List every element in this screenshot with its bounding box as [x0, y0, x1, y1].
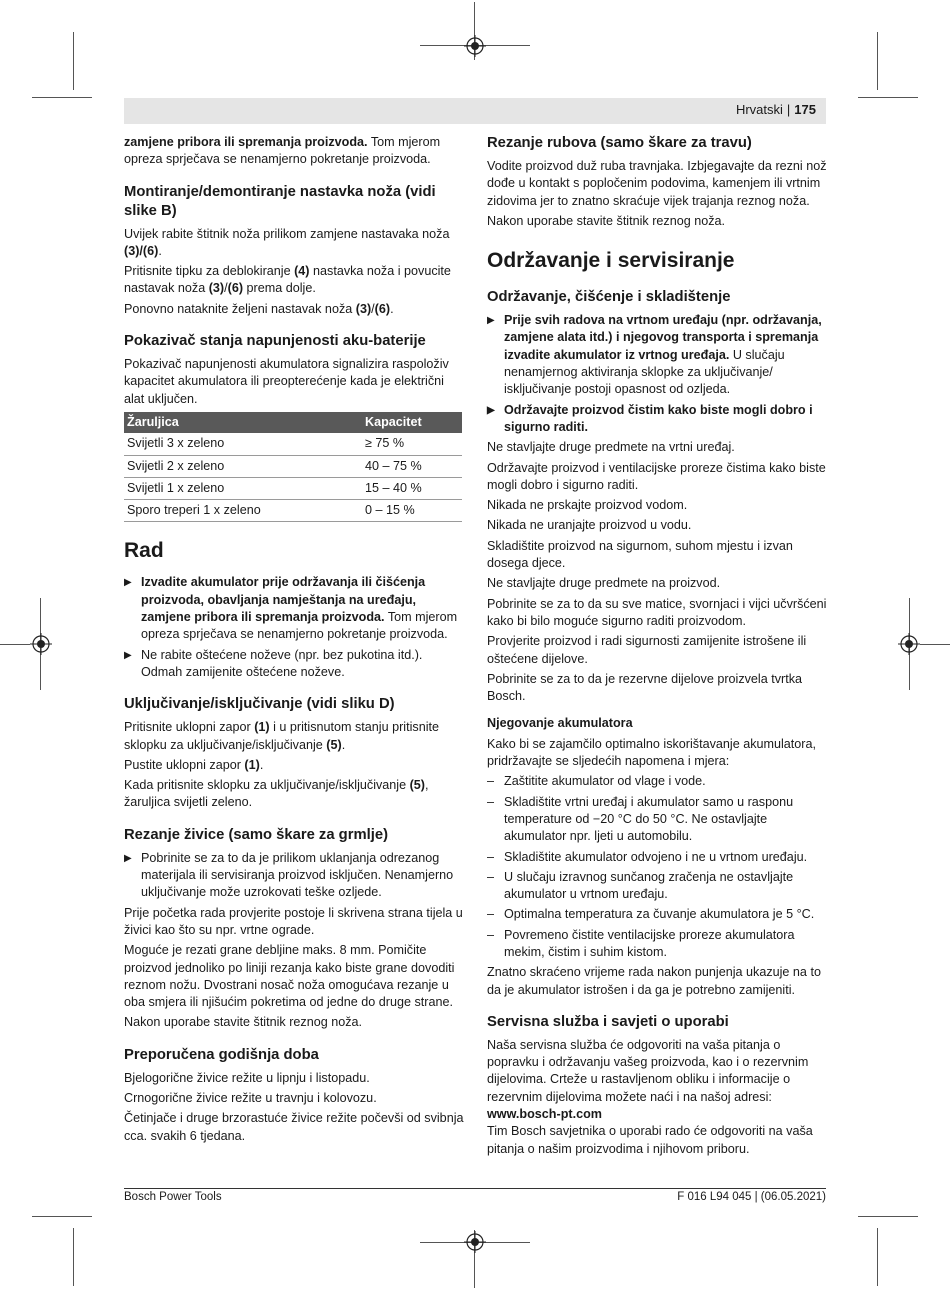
battery-care-item: – Skladištite akumulator odvojeno i ne u vrtnom uređaju.	[487, 849, 827, 866]
clean-bullet-2: ▶ Održavajte proizvod čistim kako biste mogli dobro i sigurno raditi.	[487, 402, 827, 437]
table-row	[124, 477, 462, 499]
clean-para: Nikada ne prskajte proizvod vodom.	[487, 498, 688, 513]
clean-para: Održavajte proizvod i ventilacijske proreze čistima kako biste mogli dobro i sigurno raditi.	[487, 460, 826, 492]
clean-para: Pobrinite se za to da su sve matice, svornjaci i vijci učvršćeni kako bi bilo moguće sigurno raditi proizvodom.	[487, 596, 827, 628]
battery-care-intro: Kako bi se zajamčilo optimalno iskorištavanje akumulatora, pridržavajte se sljedećih napomena i mjera:	[487, 736, 816, 769]
table-cell-lamp: Svijetli 3 x zeleno	[124, 433, 362, 455]
mount-p1: Uvijek rabite štitnik noža prilikom zamjene nastavaka noža (3)/(6).	[124, 226, 450, 258]
onoff-p1: Pritisnite uklopni zapor (1) i u pritisnutom stanju pritisnite sklopku za uključivanje/isključivanje (5).	[124, 720, 439, 752]
clean-para: Skladištite proizvod na sigurnom, suhom mjestu i izvan dosega djece.	[487, 538, 793, 571]
battery-care-item: – Povremeno čistite ventilacijske proreze akumulatora mekim, čistim i suhim kistom.	[487, 927, 827, 962]
table-cell-capacity: ≥ 75 %	[362, 433, 462, 455]
season-p1: Bjelogorične živice režite u lipnju i listopadu.	[124, 1070, 370, 1085]
edges-p1: Vodite proizvod duž ruba travnjaka. Izbjegavajte da rezni nož dođe u kontakt s popločenim podovima, kamenjem ili vrtnim zidovima jer to znatno skraćuje vijek trajanja reznog noža.	[487, 159, 827, 208]
footer-doc-id: F 016 L94 045 | (06.05.2021)	[677, 1191, 826, 1203]
battery-text: Pokazivač napunjenosti akumulatora signalizira raspoloživ kapacitet akumulatora ili preopterećenje kada je električni alat uključen.	[124, 357, 449, 406]
rad-bullet-1: ▶ Izvadite akumulator prije održavanja ili čišćenja proizvoda, obavljanja namještanja na uređaju, zamjene pribora ili spremanja proizvoda. Tom mjerom opreza sprječava se nenamjerno pokretanje proizvoda.	[124, 574, 464, 643]
intro-bold: zamjene pribora ili spremanja proizvoda.	[124, 135, 368, 149]
battery-table	[124, 412, 462, 522]
crop-mark	[858, 1216, 918, 1217]
service-heading: Servisna služba i savjeti o uporabi	[487, 1013, 729, 1030]
battery-care-item: – Zaštitite akumulator od vlage i vode.	[487, 773, 827, 790]
table-row	[124, 433, 462, 455]
season-p2: Crnogorične živice režite u travnju i kolovozu.	[124, 1090, 377, 1105]
season-p3: Četinjače i druge brzorastuće živice režite počevši od svibnja cca. svakih 6 tjedana.	[124, 1111, 464, 1143]
crop-mark	[0, 644, 30, 645]
table-header-capacity: Kapacitet	[362, 412, 462, 433]
battery-care-heading: Njegovanje akumulatora	[487, 716, 633, 731]
clean-para: Provjerite proizvod i radi sigurnosti zamijenite istrošene ili oštećene dijelove.	[487, 634, 807, 666]
footer-divider	[124, 1188, 826, 1189]
intro-rest: Tom mjerom opreza sprječava se nenamjerno pokretanje proizvoda.	[124, 135, 441, 167]
hedge-bullet: ▶ Pobrinite se za to da je prilikom uklanjanja odrezanog materijala ili servisiranja proizvod isključen. Nenamjerno uključivanje može uzrokovati teške ozljede.	[124, 850, 464, 902]
header-separator: |	[786, 102, 791, 117]
battery-care-item: – Optimalna temperatura za čuvanje akumulatora je 5 °C.	[487, 906, 827, 923]
header-text	[736, 102, 826, 117]
header-language: Hrvatski	[735, 102, 783, 117]
hedge-p3: Nakon uporabe stavite štitnik reznog noža.	[124, 1015, 363, 1030]
onoff-p3: Kada pritisnite sklopku za uključivanje/isključivanje (5), žaruljica svijetli zeleno.	[124, 778, 429, 810]
registration-mark-icon	[464, 35, 486, 57]
battery-heading: Pokazivač stanja napunjenosti aku-baterije	[124, 333, 426, 350]
crop-mark	[32, 1216, 92, 1217]
maintenance-heading: Održavanje i servisiranje	[487, 249, 735, 273]
table-cell-capacity: 15 – 40 %	[362, 477, 462, 499]
registration-mark-icon	[898, 633, 920, 655]
battery-care-item: – U slučaju izravnog sunčanog zračenja ne ostavljajte akumulator u vrtnom uređaju.	[487, 869, 827, 904]
right-column	[487, 130, 827, 1161]
table-cell-lamp: Sporo treperi 1 x zeleno	[124, 500, 362, 522]
crop-mark	[32, 97, 92, 98]
crop-mark	[920, 644, 950, 645]
battery-care-item: – Skladištite vrtni uređaj i akumulator samo u rasponu temperature od −20 °C do 50 °C. Ne ostavljajte akumulator npr. ljeti u automobilu.	[487, 794, 827, 846]
clean-para: Pobrinite se za to da je rezervne dijelove proizvela tvrtka Bosch.	[487, 671, 803, 704]
crop-mark	[858, 97, 918, 98]
footer-brand: Bosch Power Tools	[124, 1191, 222, 1203]
edges-heading: Rezanje rubova (samo škare za travu)	[487, 135, 752, 151]
clean-heading: Održavanje, čišćenje i skladištenje	[487, 289, 731, 306]
table-header-row	[124, 412, 462, 433]
battery-care-outro: Znatno skraćeno vrijeme rada nakon punjenja ukazuje na to da je akumulator istrošen i da ga je potrebno zamijeniti.	[487, 965, 821, 997]
hedge-p1: Prije početka rada provjerite postoje li skrivena strana tijela u živici kao što su npr. vrtne ograde.	[124, 905, 463, 937]
crop-mark	[73, 1228, 74, 1286]
crop-mark	[877, 32, 878, 90]
clean-para: Ne stavljajte druge predmete na proizvod.	[487, 576, 721, 591]
crop-mark	[73, 32, 74, 90]
service-url-link[interactable]: www.bosch-pt.com	[487, 1107, 602, 1122]
table-cell-capacity: 40 – 75 %	[362, 455, 462, 477]
onoff-heading: Uključivanje/isključivanje (vidi sliku D)	[124, 696, 395, 713]
rad-bullet-2: ▶ Ne rabite oštećene noževe (npr. bez pukotina itd.). Odmah zamijenite oštećene noževe.	[124, 647, 464, 682]
hedge-heading: Rezanje živice (samo škare za grmlje)	[124, 826, 389, 843]
onoff-p2: Pustite uklopni zapor (1).	[124, 757, 264, 772]
rad-heading: Rad	[124, 539, 164, 563]
left-column	[124, 130, 464, 1148]
mount-p3: Ponovno nataknite željeni nastavak noža (3)/(6).	[124, 301, 394, 316]
service-p2: Tim Bosch savjetnika o uporabi rado će odgovoriti na vaša pitanja o našim proizvodima i njihovom priboru.	[487, 1124, 813, 1156]
table-row	[124, 455, 462, 477]
clean-para: Ne stavljajte druge predmete na vrtni uređaj.	[487, 440, 735, 455]
intro-paragraph	[124, 134, 464, 169]
service-p1: Naša servisna služba će odgovoriti na vaša pitanja o popravku i održavanju vašeg proizvoda, kao i o rezervnim dijelovima. Crteže u rastavljenom obliku i informacije o rezervnim dijelovima možete naći i na našoj adresi:	[487, 1037, 809, 1104]
table-header-lamp: Žaruljica	[124, 412, 362, 433]
table-cell-lamp: Svijetli 2 x zeleno	[124, 455, 362, 477]
clean-para: Nikada ne uranjajte proizvod u vodu.	[487, 518, 692, 533]
registration-mark-icon	[30, 633, 52, 655]
page-number: 175	[794, 102, 816, 117]
hedge-p2: Moguće je rezati grane debljine maks. 8 mm. Pomičite proizvod jednoliko po liniji rezanja kako biste grane dovoditi reznom nožu. Dvostrani nosač noža omogućava rezanje u oba smjera ili njišućim pokretima od jedne do druge strane.	[124, 943, 455, 1010]
mount-heading: Montiranje/demontiranje nastavka noža (vidi slike B)	[124, 183, 436, 219]
table-cell-capacity: 0 – 15 %	[362, 500, 462, 522]
clean-bullet-1: ▶ Prije svih radova na vrtnom uređaju (npr. održavanja, zamjene alata itd.) i njegovog transporta i spremanja izvadite akumulator iz vrtnog uređaja. U slučaju nenamjernog aktiviranja sklopke za uključivanje/ isključivanje postoji opasnost od ozljeda.	[487, 312, 827, 398]
edges-p2: Nakon uporabe stavite štitnik reznog noža.	[487, 213, 726, 228]
crop-mark	[877, 1228, 878, 1286]
season-heading: Preporučena godišnja doba	[124, 1046, 319, 1063]
table-row	[124, 500, 462, 522]
table-cell-lamp: Svijetli 1 x zeleno	[124, 477, 362, 499]
registration-mark-icon	[464, 1231, 486, 1253]
page-header	[124, 98, 826, 124]
mount-p2: Pritisnite tipku za deblokiranje (4) nastavka noža i povucite nastavak noža (3)/(6) prema dolje.	[124, 264, 451, 296]
